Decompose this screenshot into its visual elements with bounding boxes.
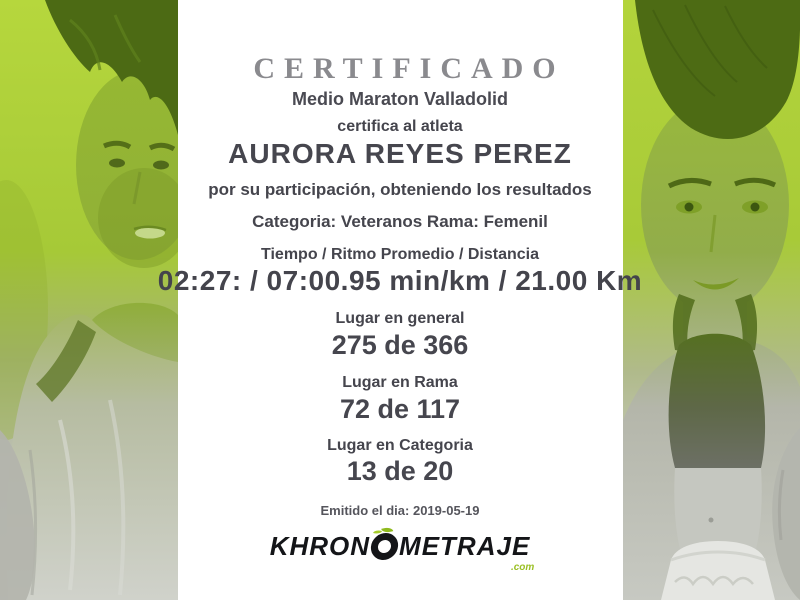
logo-text-metraje: METRAJE (399, 531, 531, 561)
category-line: Categoria: Veteranos Rama: Femenil (252, 212, 548, 231)
place-general-label: Lugar en general (335, 310, 465, 327)
place-categoria-value: 13 de 20 (346, 456, 454, 486)
certify-line: certifica al atleta (337, 118, 463, 135)
logo-tld: .com (510, 562, 535, 573)
place-categoria-label: Lugar en Categoria (327, 437, 473, 454)
issued-date-line: Emitido el dia: 2019-05-19 (320, 503, 480, 518)
results-header: Tiempo / Ritmo Promedio / Distancia (261, 246, 539, 263)
place-rama-value: 72 de 117 (339, 394, 461, 424)
stopwatch-crown-leaf-icon (381, 525, 393, 534)
khronometraje-logo (0, 531, 800, 573)
stopwatch-crown-leaf2-icon (373, 529, 382, 535)
results-line: 02:27: / 07:00.95 min/km / 21.00 Km (157, 265, 643, 296)
event-name: Medio Maraton Valladolid (291, 89, 509, 109)
certificate-title: CERTIFICADO (253, 52, 565, 85)
place-rama-label: Lugar en Rama (342, 374, 458, 391)
place-general-value: 275 de 366 (331, 330, 469, 360)
logo-text-khron: KHRON (269, 531, 371, 561)
participation-line: por su participación, obteniendo los resultados (208, 180, 592, 199)
stopwatch-o-icon (370, 533, 400, 560)
khronometraje-logo-lockup (269, 531, 535, 573)
athlete-name: AURORA REYES PEREZ (228, 138, 572, 169)
